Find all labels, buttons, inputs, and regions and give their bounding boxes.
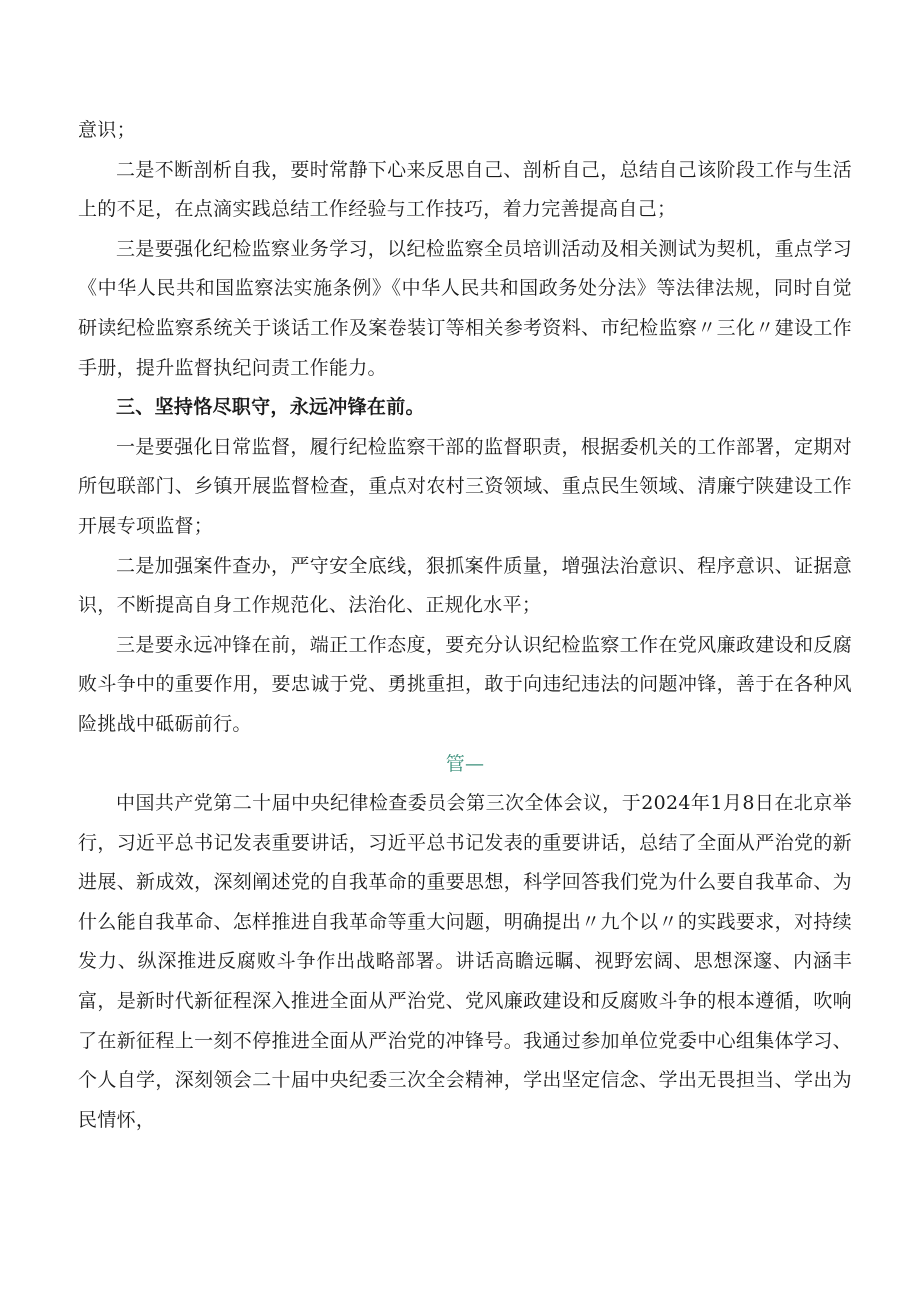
- paragraph-case-handling: 二是加强案件查办，严守安全底线，狠抓案件质量，增强法治意识、程序意识、证据意识，不断提高自身工作规范化、法治化、正规化水平；: [78, 554, 852, 617]
- paragraph-charge-forward: 三是要永远冲锋在前，端正工作态度，要充分认识纪检监察工作在党风廉政建设和反腐败斗争中的重要作用，要忠诚于党、勇挑重担，敢于向违纪违法的问题冲锋，善于在各种风险挑战中砥砺前行。: [78, 633, 852, 735]
- section-divider-mark: 管—: [445, 752, 485, 775]
- paragraph-business-study: 三是要强化纪检监察业务学习，以纪检监察全员培训活动及相关测试为契机，重点学习《中华人民共和国监察法实施条例》《中华人民共和国政务处分法》等法律法规，同时自觉研读纪检监察系统关于谈话工作及案卷装订等相关参考资料、市纪检监察〃三化〃建设工作手册，提升监督执纪问责工作能力。: [78, 237, 852, 379]
- paragraph-self-analysis: 二是不断剖析自我，要时常静下心来反思自己、剖析自己，总结自己该阶段工作与生活上的不足，在点滴实践总结工作经验与工作技巧，着力完善提高自己；: [78, 158, 852, 221]
- paragraph-continuation: 意识；: [78, 119, 136, 141]
- paragraph-plenary-session: 中国共产党第二十届中央纪律检查委员会第三次全体会议，于2024年1月8日在北京举行，习近平总书记发表重要讲话，习近平总书记发表的重要讲话，总结了全面从严治党的新进展、新成效，深刻阐述党的自我革命的重要思想，科学回答我们党为什么要自我革命、为什么能自我革命、怎样推进自我革命等重大问题，明确提出〃九个以〃的实践要求，对持续发力、纵深推进反腐败斗争作出战略部署。讲话高瞻远瞩、视野宏阔、思想深邃、内涵丰富，是新时代新征程深入推进全面从严治党、党风廉政建设和反腐败斗争的根本遵循，吹响了在新征程上一刻不停推进全面从严治党的冲锋号。我通过参加单位党委中心组集体学习、个人自学，深刻领会二十届中央纪委三次全会精神，学出坚定信念、学出无畏担当、学出为民情怀，: [78, 792, 852, 1131]
- paragraph-daily-supervision: 一是要强化日常监督，履行纪检监察干部的监督职责，根据委机关的工作部署，定期对所包联部门、乡镇开展监督检查，重点对农村三资领域、重点民生领域、清廉宁陕建设工作开展专项监督；: [78, 435, 852, 537]
- section-heading-three: 三、坚持恪尽职守，永远冲锋在前。: [116, 396, 425, 419]
- document-body: [78, 111, 852, 1140]
